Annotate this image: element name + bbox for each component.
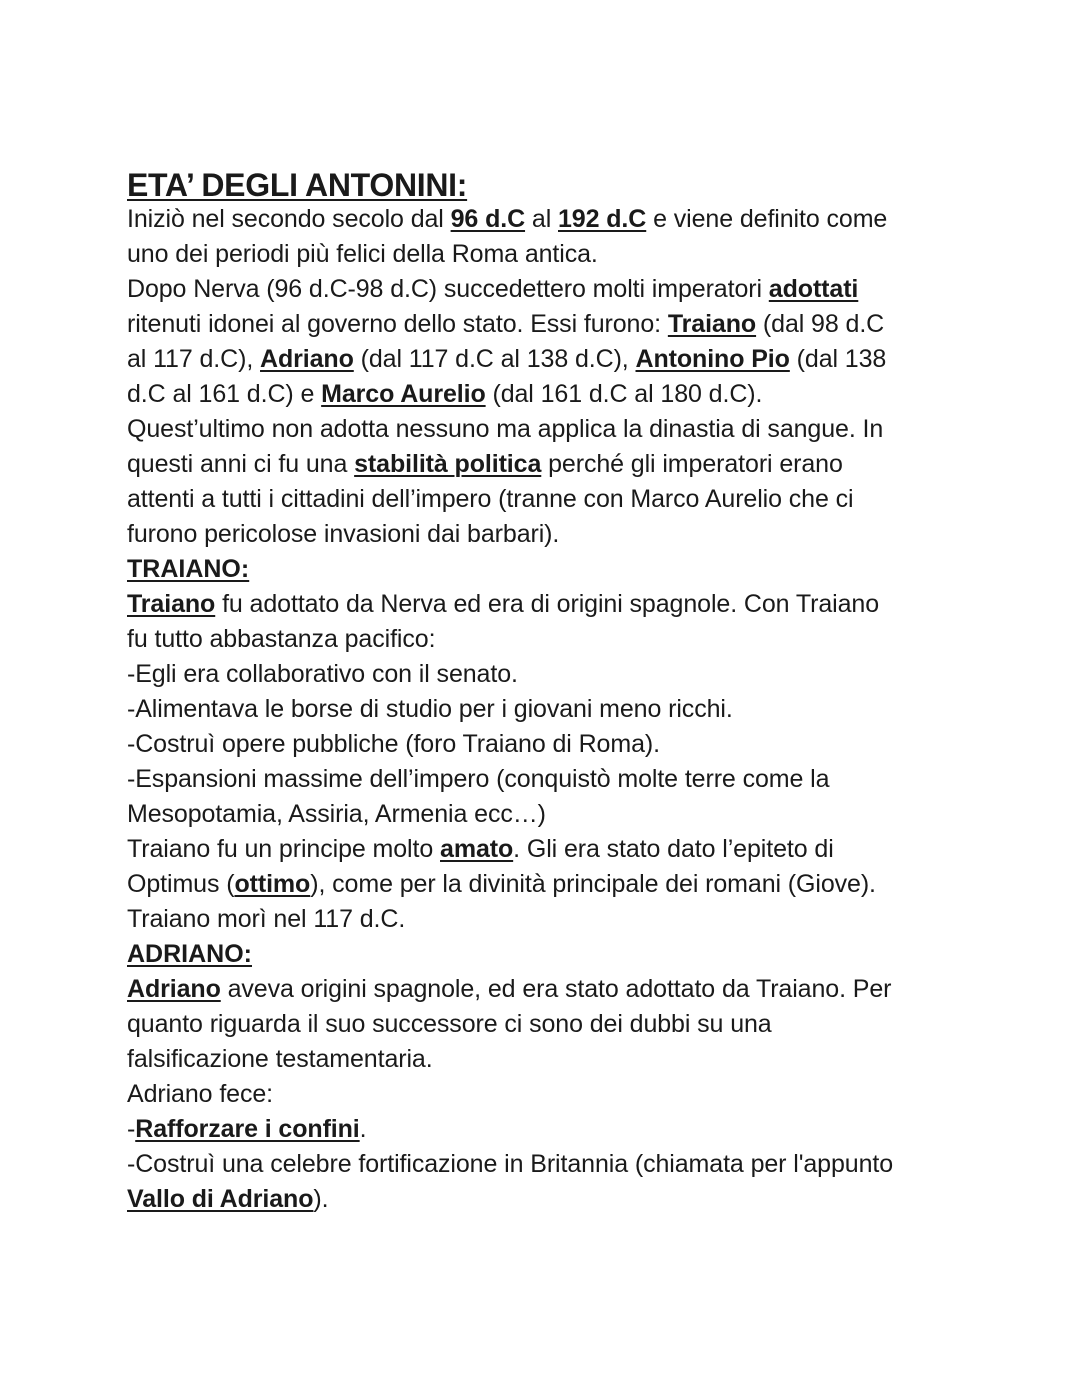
text: Traiano fu un principe molto bbox=[127, 835, 441, 863]
text-line bbox=[127, 447, 977, 482]
text: (dal 117 d.C al 138 d.C), bbox=[353, 345, 636, 373]
date-highlight: 192 d.C bbox=[558, 205, 647, 233]
keyword-highlight: adottati bbox=[768, 275, 859, 303]
text: fu adottato da Nerva ed era di origini spagnole. Con Traiano bbox=[215, 590, 879, 618]
text-line bbox=[127, 342, 977, 377]
keyword-highlight: Rafforzare i confini bbox=[135, 1115, 360, 1143]
document-page bbox=[127, 166, 977, 1217]
text: aveva origini spagnole, ed era stato adottato da Traiano. Per bbox=[220, 975, 892, 1003]
date-highlight: 96 d.C bbox=[450, 205, 526, 233]
text: al bbox=[525, 205, 558, 233]
text: d.C al 161 d.C) e bbox=[127, 380, 322, 408]
text: - bbox=[127, 1115, 136, 1143]
text: (dal 161 d.C al 180 d.C). bbox=[485, 380, 763, 408]
text-line bbox=[127, 1182, 977, 1217]
keyword-highlight: Vallo di Adriano bbox=[127, 1185, 314, 1213]
text-line bbox=[127, 202, 977, 237]
text: Optimus ( bbox=[127, 870, 235, 898]
text-line: Mesopotamia, Assiria, Armenia ecc…) bbox=[127, 800, 546, 828]
emperor-name: Adriano bbox=[260, 345, 354, 373]
text: ritenuti idonei al governo dello stato. Essi furono: bbox=[127, 310, 668, 338]
text: Iniziò nel secondo secolo dal bbox=[127, 205, 451, 233]
text: e viene definito come bbox=[646, 205, 888, 233]
intro-section bbox=[127, 202, 977, 552]
emperor-name: Traiano bbox=[127, 590, 216, 618]
emperor-name: Antonino Pio bbox=[635, 345, 790, 373]
keyword-highlight: stabilità politica bbox=[354, 450, 542, 478]
text-line bbox=[127, 867, 977, 902]
text: questi anni ci fu una bbox=[127, 450, 355, 478]
list-item: -Espansioni massime dell’impero (conquistò molte terre come la bbox=[127, 765, 830, 793]
text-line: fu tutto abbastanza pacifico: bbox=[127, 625, 436, 653]
text-line bbox=[127, 972, 977, 1007]
text: perché gli imperatori erano bbox=[541, 450, 843, 478]
list-item: -Alimentava le borse di studio per i giovani meno ricchi. bbox=[127, 695, 733, 723]
text-line bbox=[127, 307, 977, 342]
text-line: Traiano morì nel 117 d.C. bbox=[127, 905, 406, 933]
emperor-name: Marco Aurelio bbox=[321, 380, 486, 408]
list-item: -Egli era collaborativo con il senato. bbox=[127, 660, 518, 688]
list-item bbox=[127, 1112, 977, 1147]
text-line bbox=[127, 377, 977, 412]
list-item: -Costruì opere pubbliche (foro Traiano di Roma). bbox=[127, 730, 660, 758]
text: al 117 d.C), bbox=[127, 345, 261, 373]
text-line: Quest’ultimo non adotta nessuno ma applica la dinastia di sangue. In bbox=[127, 415, 884, 443]
emperor-name: Adriano bbox=[127, 975, 221, 1003]
text-line: attenti a tutti i cittadini dell’impero (tranne con Marco Aurelio che ci bbox=[127, 485, 854, 513]
text-line bbox=[127, 832, 977, 867]
text-line: furono pericolose invasioni dai barbari). bbox=[127, 520, 560, 548]
document-title: ETA’ DEGLI ANTONINI: bbox=[127, 167, 468, 203]
text-line: quanto riguarda il suo successore ci sono dei dubbi su una bbox=[127, 1010, 772, 1038]
adriano-section bbox=[127, 937, 977, 1217]
text-line: Adriano fece: bbox=[127, 1080, 274, 1108]
text: Dopo Nerva (96 d.C-98 d.C) succedettero molti imperatori bbox=[127, 275, 769, 303]
text: ), come per la divinità principale dei romani (Giove). bbox=[310, 870, 876, 898]
section-heading-adriano: ADRIANO: bbox=[127, 940, 252, 968]
text-line bbox=[127, 587, 977, 622]
list-item: -Costruì una celebre fortificazione in Britannia (chiamata per l'appunto bbox=[127, 1150, 894, 1178]
text-line: falsificazione testamentaria. bbox=[127, 1045, 433, 1073]
section-heading-traiano: TRAIANO: bbox=[127, 555, 250, 583]
text: (dal 98 d.C bbox=[756, 310, 885, 338]
text: . Gli era stato dato l’epiteto di bbox=[513, 835, 834, 863]
keyword-highlight: ottimo bbox=[234, 870, 311, 898]
text: (dal 138 bbox=[789, 345, 887, 373]
keyword-highlight: amato bbox=[440, 835, 514, 863]
text: . bbox=[359, 1115, 367, 1143]
traiano-section bbox=[127, 552, 977, 937]
text-line: uno dei periodi più felici della Roma antica. bbox=[127, 240, 598, 268]
text-line bbox=[127, 272, 977, 307]
emperor-name: Traiano bbox=[667, 310, 757, 338]
text: ). bbox=[313, 1185, 329, 1213]
